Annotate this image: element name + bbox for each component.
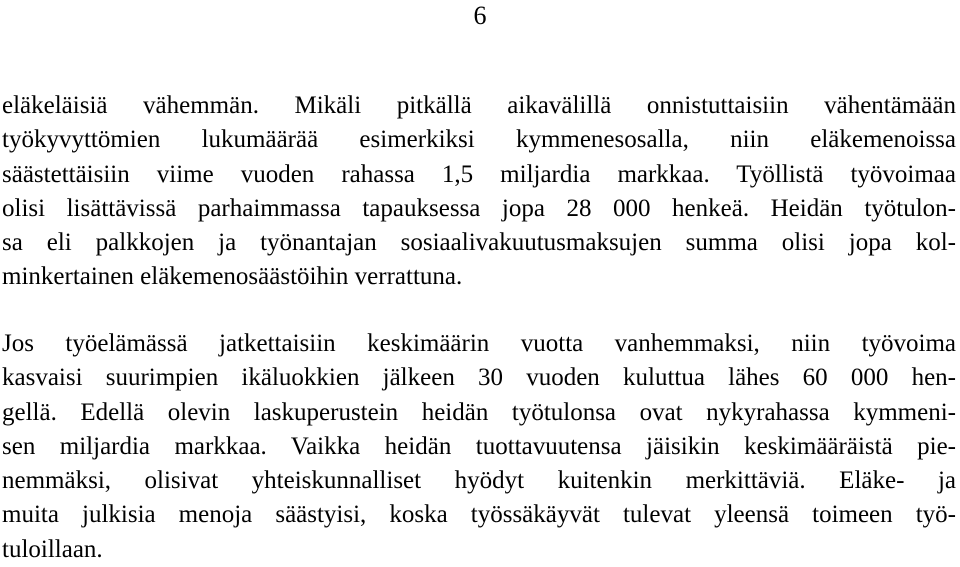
text-line: säästettäisiin viime vuoden rahassa 1,5 miljardia markkaa. Työllistä työvoimaa	[2, 160, 956, 188]
text-line: kasvaisi suurimpien ikäluokkien jälkeen 30 vuoden kuluttua lähes 60 000 hen-	[2, 364, 956, 392]
text-line: Jos työelämässä jatkettaisiin keskimäärin vuotta vanhemmaksi, niin työvoima	[2, 330, 956, 357]
text-line: eläkeläisiä vähemmän. Mikäli pitkällä aikavälillä onnistuttaisiin vähentämään	[2, 92, 956, 119]
page-number: 6	[473, 1, 487, 30]
text-line: tuloillaan.	[2, 535, 103, 563]
text-line: muita julkisia menoja säästyisi, koska työssäkäyvät tulevat yleensä toimeen työ-	[2, 501, 956, 529]
text-line: nemmäksi, olisivat yhteiskunnalliset hyödyt kuitenkin merkittäviä. Eläke- ja	[2, 467, 956, 495]
paragraph-2	[2, 327, 956, 567]
text-line: minkertainen eläkemenosäästöihin verrattuna.	[2, 263, 463, 291]
text-line: sen miljardia markkaa. Vaikka heidän tuottavuutensa jäisikin keskimääräistä pie-	[2, 432, 956, 460]
text-line: gellä. Edellä olevin laskuperustein heidän työtulonsa ovat nykyrahassa kymmeni-	[2, 398, 956, 426]
text-line: työkyvyttömien lukumäärää esimerkiksi kymmenesosalla, niin eläkemenoissa	[2, 126, 956, 154]
paragraph-1	[2, 89, 956, 295]
text-line: olisi lisättävissä parhaimmassa tapauksessa jopa 28 000 henkeä. Heidän työtulon-	[2, 194, 956, 222]
text-line: sa eli palkkojen ja työnantajan sosiaalivakuutusmaksujen summa olisi jopa kol-	[2, 229, 956, 257]
